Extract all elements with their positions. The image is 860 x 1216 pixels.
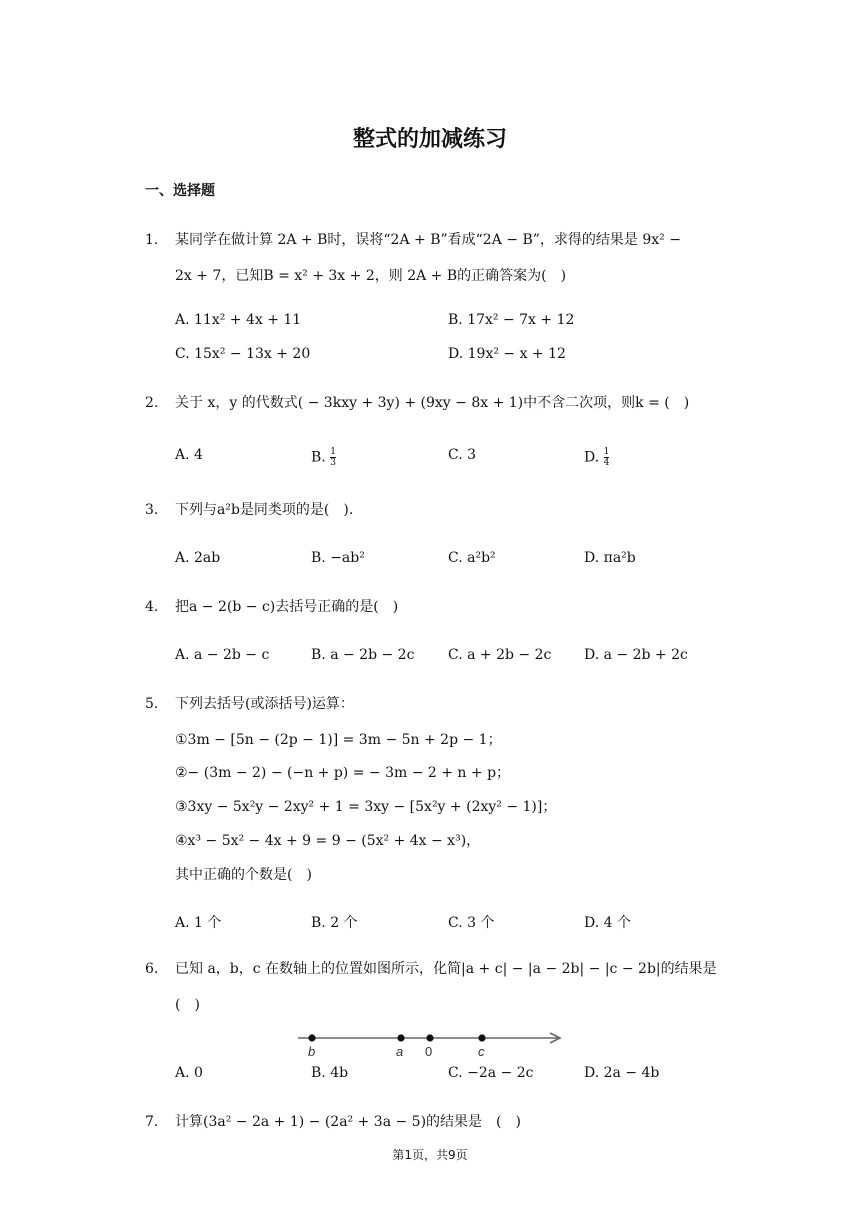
question-number: 1. bbox=[145, 232, 159, 248]
question-number: 6. bbox=[145, 961, 159, 977]
statement-3: ③3xy − 5x²y − 2xy² + 1 = 3xy − [5x²y + (2xy² − 1)]； bbox=[175, 799, 557, 815]
option-b: B. 4b bbox=[311, 1065, 349, 1081]
fraction: $\frac{1}{3}$ bbox=[330, 447, 336, 468]
option-d: D. πa²b bbox=[584, 550, 636, 566]
fraction: $\frac{1}{4}$ bbox=[603, 447, 610, 468]
axis-label-c: c bbox=[478, 1044, 485, 1059]
option-c: C. 15x² − 13x + 20 bbox=[175, 346, 311, 362]
point-zero bbox=[426, 1034, 433, 1041]
question-text-line: 下列与a²b是同类项的是( ). bbox=[175, 502, 354, 518]
option-c: C. 3 bbox=[448, 447, 477, 463]
option-d bbox=[584, 447, 609, 468]
option-d: D. 19x² − x + 12 bbox=[448, 346, 566, 362]
question-text-line: 2x + 7，已知B = x² + 3x + 2，则 2A + B的正确答案为( ) bbox=[175, 268, 567, 284]
question-7 bbox=[145, 1104, 725, 1140]
question-number: 7. bbox=[145, 1114, 159, 1130]
question-1 bbox=[145, 222, 725, 294]
section-heading: 一、选择题 bbox=[145, 183, 215, 199]
option-b: B. 17x² − 7x + 12 bbox=[448, 312, 575, 328]
axis-label-zero: 0 bbox=[425, 1044, 433, 1059]
question-text-line: 某同学在做计算 2A + B时，误将“2A + B”看成“2A − B”，求得的结果是 9x² − bbox=[175, 232, 681, 248]
axis-label-a: a bbox=[396, 1044, 404, 1059]
question-number: 4. bbox=[145, 599, 159, 615]
option-label: B. bbox=[311, 449, 326, 466]
option-a: A. 2ab bbox=[175, 550, 221, 566]
statement-1: ①3m − [5n − (2p − 1)] = 3m − 5n + 2p − 1； bbox=[175, 732, 502, 748]
page-title: 整式的加减练习 bbox=[352, 127, 507, 152]
point-c bbox=[478, 1034, 485, 1041]
axis-label-b: b bbox=[308, 1044, 316, 1059]
point-b bbox=[308, 1034, 315, 1041]
question-text-line: 其中正确的个数是( ) bbox=[175, 867, 312, 883]
point-a bbox=[397, 1034, 404, 1041]
question-4 bbox=[145, 589, 725, 625]
question-6 bbox=[145, 951, 725, 1023]
option-b: B. −ab² bbox=[311, 550, 365, 566]
option-a: A. 4 bbox=[175, 447, 203, 463]
question-number: 5. bbox=[145, 696, 159, 712]
question-text-line: ( ) bbox=[175, 997, 200, 1013]
question-text-line: 已知 a，b，c 在数轴上的位置如图所示，化简|a + c| − |a − 2b| − |c − 2b|的结果是 bbox=[175, 961, 717, 977]
question-number: 2. bbox=[145, 395, 159, 411]
option-a: A. 1 个 bbox=[175, 915, 222, 931]
question-text-line: 计算(3a² − 2a + 1) − (2a² + 3a − 5)的结果是 ( ) bbox=[175, 1114, 521, 1130]
option-c: C. −2a − 2c bbox=[448, 1065, 534, 1081]
question-text-line: 下列去括号(或添括号)运算： bbox=[175, 696, 354, 712]
option-b: B. 2 个 bbox=[311, 915, 358, 931]
question-text-line: 关于 x，y 的代数式( − 3kxy + 3y) + (9xy − 8x + 1)中不含二次项，则k = ( ) bbox=[175, 395, 690, 411]
statement-4: ④x³ − 5x² − 4x + 9 = 9 − (5x² + 4x − x³)， bbox=[175, 833, 481, 849]
option-c: C. 3 个 bbox=[448, 915, 495, 931]
option-c: C. a + 2b − 2c bbox=[448, 647, 552, 663]
option-d: D. 2a − 4b bbox=[584, 1065, 660, 1081]
question-2 bbox=[145, 385, 725, 421]
option-d: D. 4 个 bbox=[584, 915, 631, 931]
number-line-figure bbox=[290, 1025, 570, 1061]
page-footer: 第1页，共9页 bbox=[392, 1148, 468, 1162]
option-label: D. bbox=[584, 449, 600, 466]
option-a: A. 0 bbox=[175, 1065, 203, 1081]
option-b: B. a − 2b − 2c bbox=[311, 647, 415, 663]
question-5 bbox=[145, 686, 725, 722]
option-a: A. 11x² + 4x + 11 bbox=[175, 312, 302, 328]
option-d: D. a − 2b + 2c bbox=[584, 647, 688, 663]
question-3 bbox=[145, 492, 725, 528]
option-c: C. a²b² bbox=[448, 550, 496, 566]
question-text-line: 把a − 2(b − c)去括号正确的是( ) bbox=[175, 599, 399, 615]
question-number: 3. bbox=[145, 502, 159, 518]
statement-2: ②− (3m − 2) − (−n + p) = − 3m − 2 + n + p； bbox=[175, 765, 511, 781]
option-a: A. a − 2b − c bbox=[175, 647, 270, 663]
option-b bbox=[311, 447, 336, 468]
